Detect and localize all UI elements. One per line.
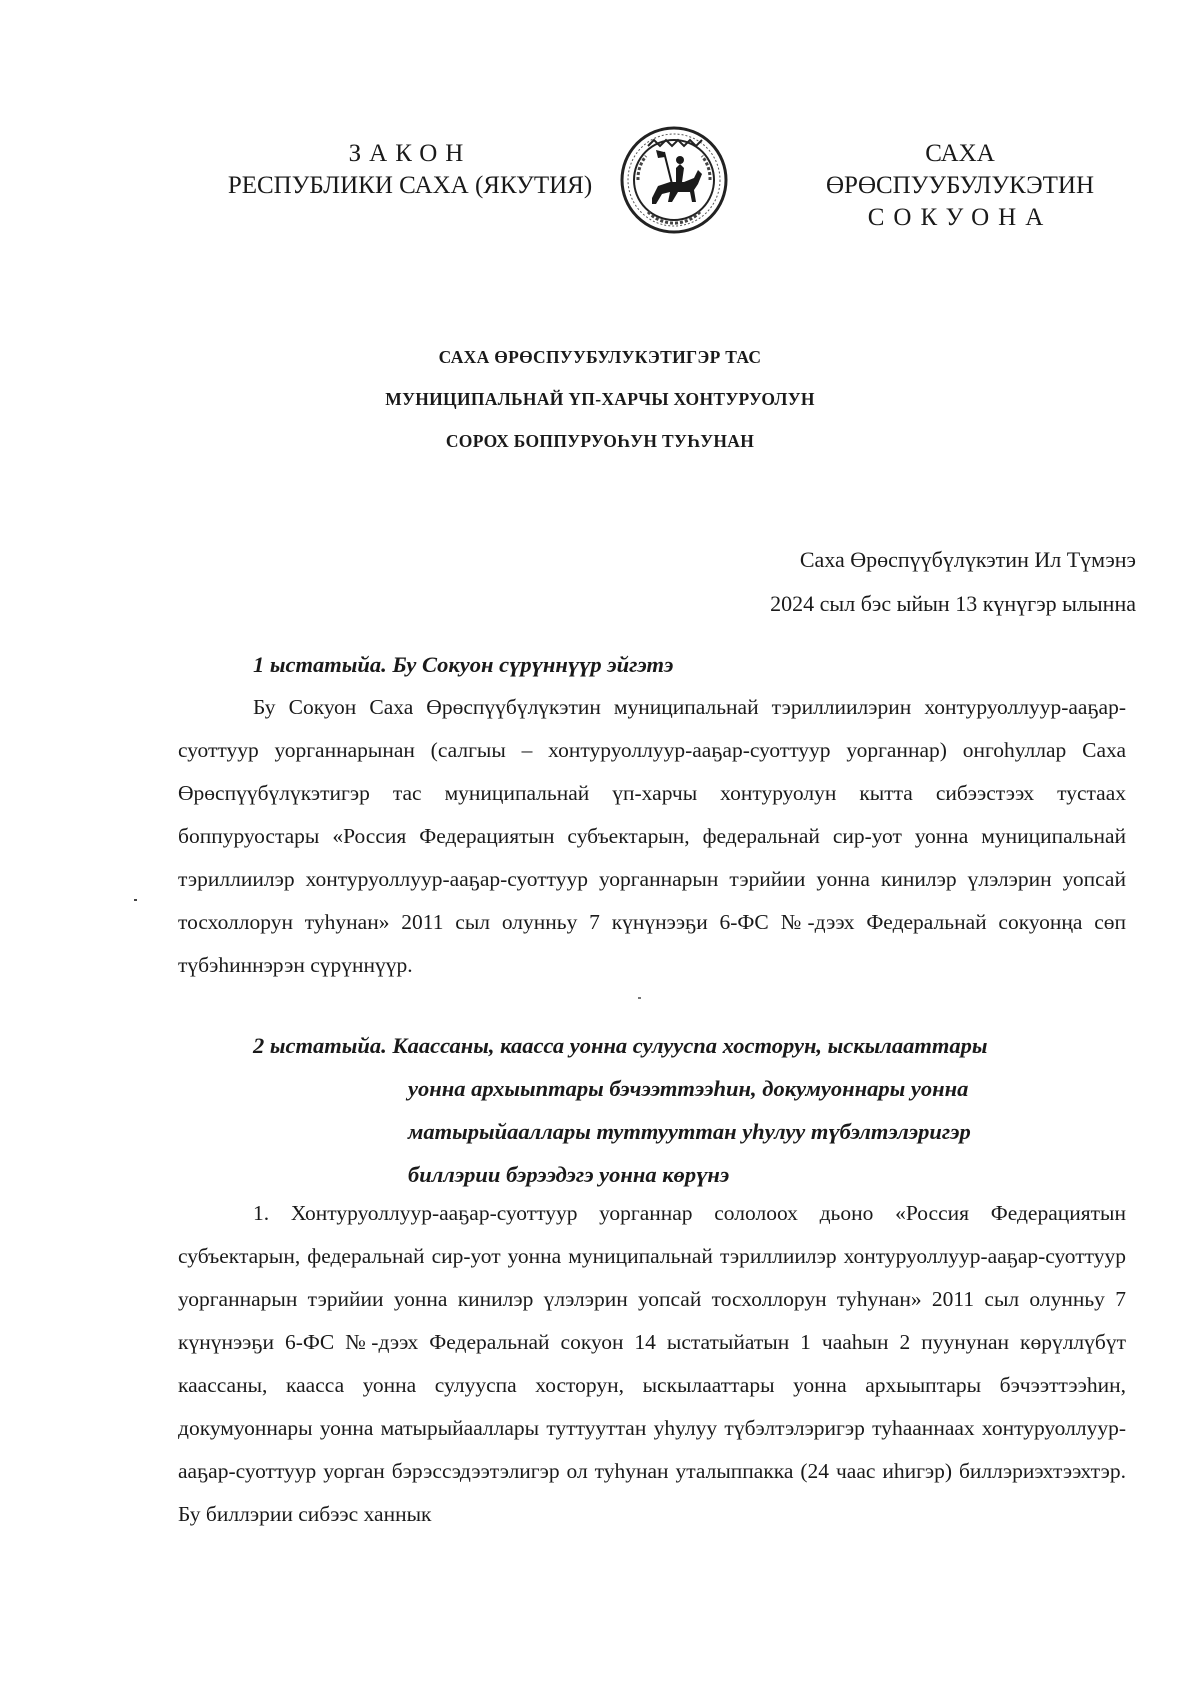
adoption-note	[636, 538, 1136, 626]
article-2-heading-line: уонна архыыптары бэчээттээһин, докумуоннары уонна	[408, 1076, 969, 1101]
header-republic-label-sakha: САХА ӨРӨСПУУБУЛУКЭТИН	[825, 140, 1095, 199]
article-2-heading	[253, 1024, 1153, 1196]
article-1-heading: 1 ыстатыйа. Бу Сокуон сүрүннүүр эйгэтэ	[253, 652, 674, 677]
article-2-heading-line: биллэрии бэрээдэгэ уонна көрүнэ	[408, 1162, 730, 1187]
header-left-block	[200, 138, 620, 202]
header-law-label: ЗАКОН	[348, 140, 472, 167]
header-right-block	[790, 138, 1130, 234]
margin-mark	[134, 899, 137, 901]
article-2-heading-line: 2 ыстатыйа. Каассаны, каасса уонна сулууспа хосторун, ыскылааттары	[253, 1033, 988, 1058]
law-title-line: СОРОХ БОППУРУОҺУН ТУҺУНАН	[445, 431, 755, 451]
article-1-text: Бу Сокуон Саха Өрөспүүбүлүкэтин муниципальнай тэриллиилэрин хонтуруоллуур-ааҕар-суоттуур уорганнарынан (салгыы – хонтуруоллуур-ааҕар-суоттуур уорганнар) онгоһуллар Саха Өрөспүүбүлүкэтигэр тас муниципальнай үп-харчы хонтуруолун кытта сибээстээх тустаах боппуруостары «Россия Федерациятын субъектарын, федеральнай сир-уот уонна муниципальнай тэриллиилэр хонтуруоллуур-ааҕар-суоттуур уорганнарын тэрийии уонна кинилэр үлэлэрин уопсай тосхоллорун туһунан» 2011 сыл олунньу 7 күнүнээҕи 6-ФС №-дээх Федеральнай сокуонңа сөп түбэһиннэрэн сүрүннүүр.	[178, 695, 1126, 977]
scan-speck	[638, 997, 641, 999]
law-title-line: САХА ӨРӨСПУУБУЛУКЭТИГЭР ТАС	[438, 347, 762, 367]
article-2-heading-line: матырыйааллары туттууттан уһулуу түбэлтэлэригэр	[408, 1119, 971, 1144]
article-2-text: 1. Хонтуруоллуур-ааҕар-суоттуур уорганнар сололоох дьоно «Россия Федерациятын субъектарын, федеральнай сир-уот уонна муниципальнай тэриллиилэр хонтуруоллуур-ааҕар-суоттуур уорганнарын тэрийии уонна кинилэр үлэлэрин уопсай тосхоллорун туһунан» 2011 сыл олунньу 7 күнүнээҕи 6-ФС №-дээх Федеральнай сокуон 14 ыстатыйатын 1 чааһын 2 пуунунан көрүллүбүт каассаны, каасса уонна сулууспа хосторун, ыскылааттары уонна архыыптары бэчээттээһин, докумуоннары уонна матырыйааллары туттууттан уһулуу түбэлтэлэригэр туһааннаах хонтуруоллуур-ааҕар-суоттуур уорган бэрэссэдээтэлигэр ол туһунан уталыппакка (24 чаас иһигэр) биллэриэхтээхтэр. Бу биллэрии сибээс ханнык	[178, 1201, 1126, 1526]
adoption-date: 2024 сыл бэс ыйын 13 күнүгэр ылынна	[770, 591, 1136, 616]
coat-of-arms-icon	[618, 124, 730, 236]
adopting-body: Саха Өрөспүүбүлүкэтин Ил Түмэнэ	[799, 547, 1136, 572]
law-title-line: МУНИЦИПАЛЬНАЙ ҮП-ХАРЧЫ ХОНТУРУОЛУН	[385, 389, 815, 409]
law-title	[300, 336, 900, 462]
header-republic-label: РЕСПУБЛИКИ САХА (ЯКУТИЯ)	[227, 172, 593, 199]
header-law-label-sakha: СОКУОНА	[867, 204, 1053, 231]
